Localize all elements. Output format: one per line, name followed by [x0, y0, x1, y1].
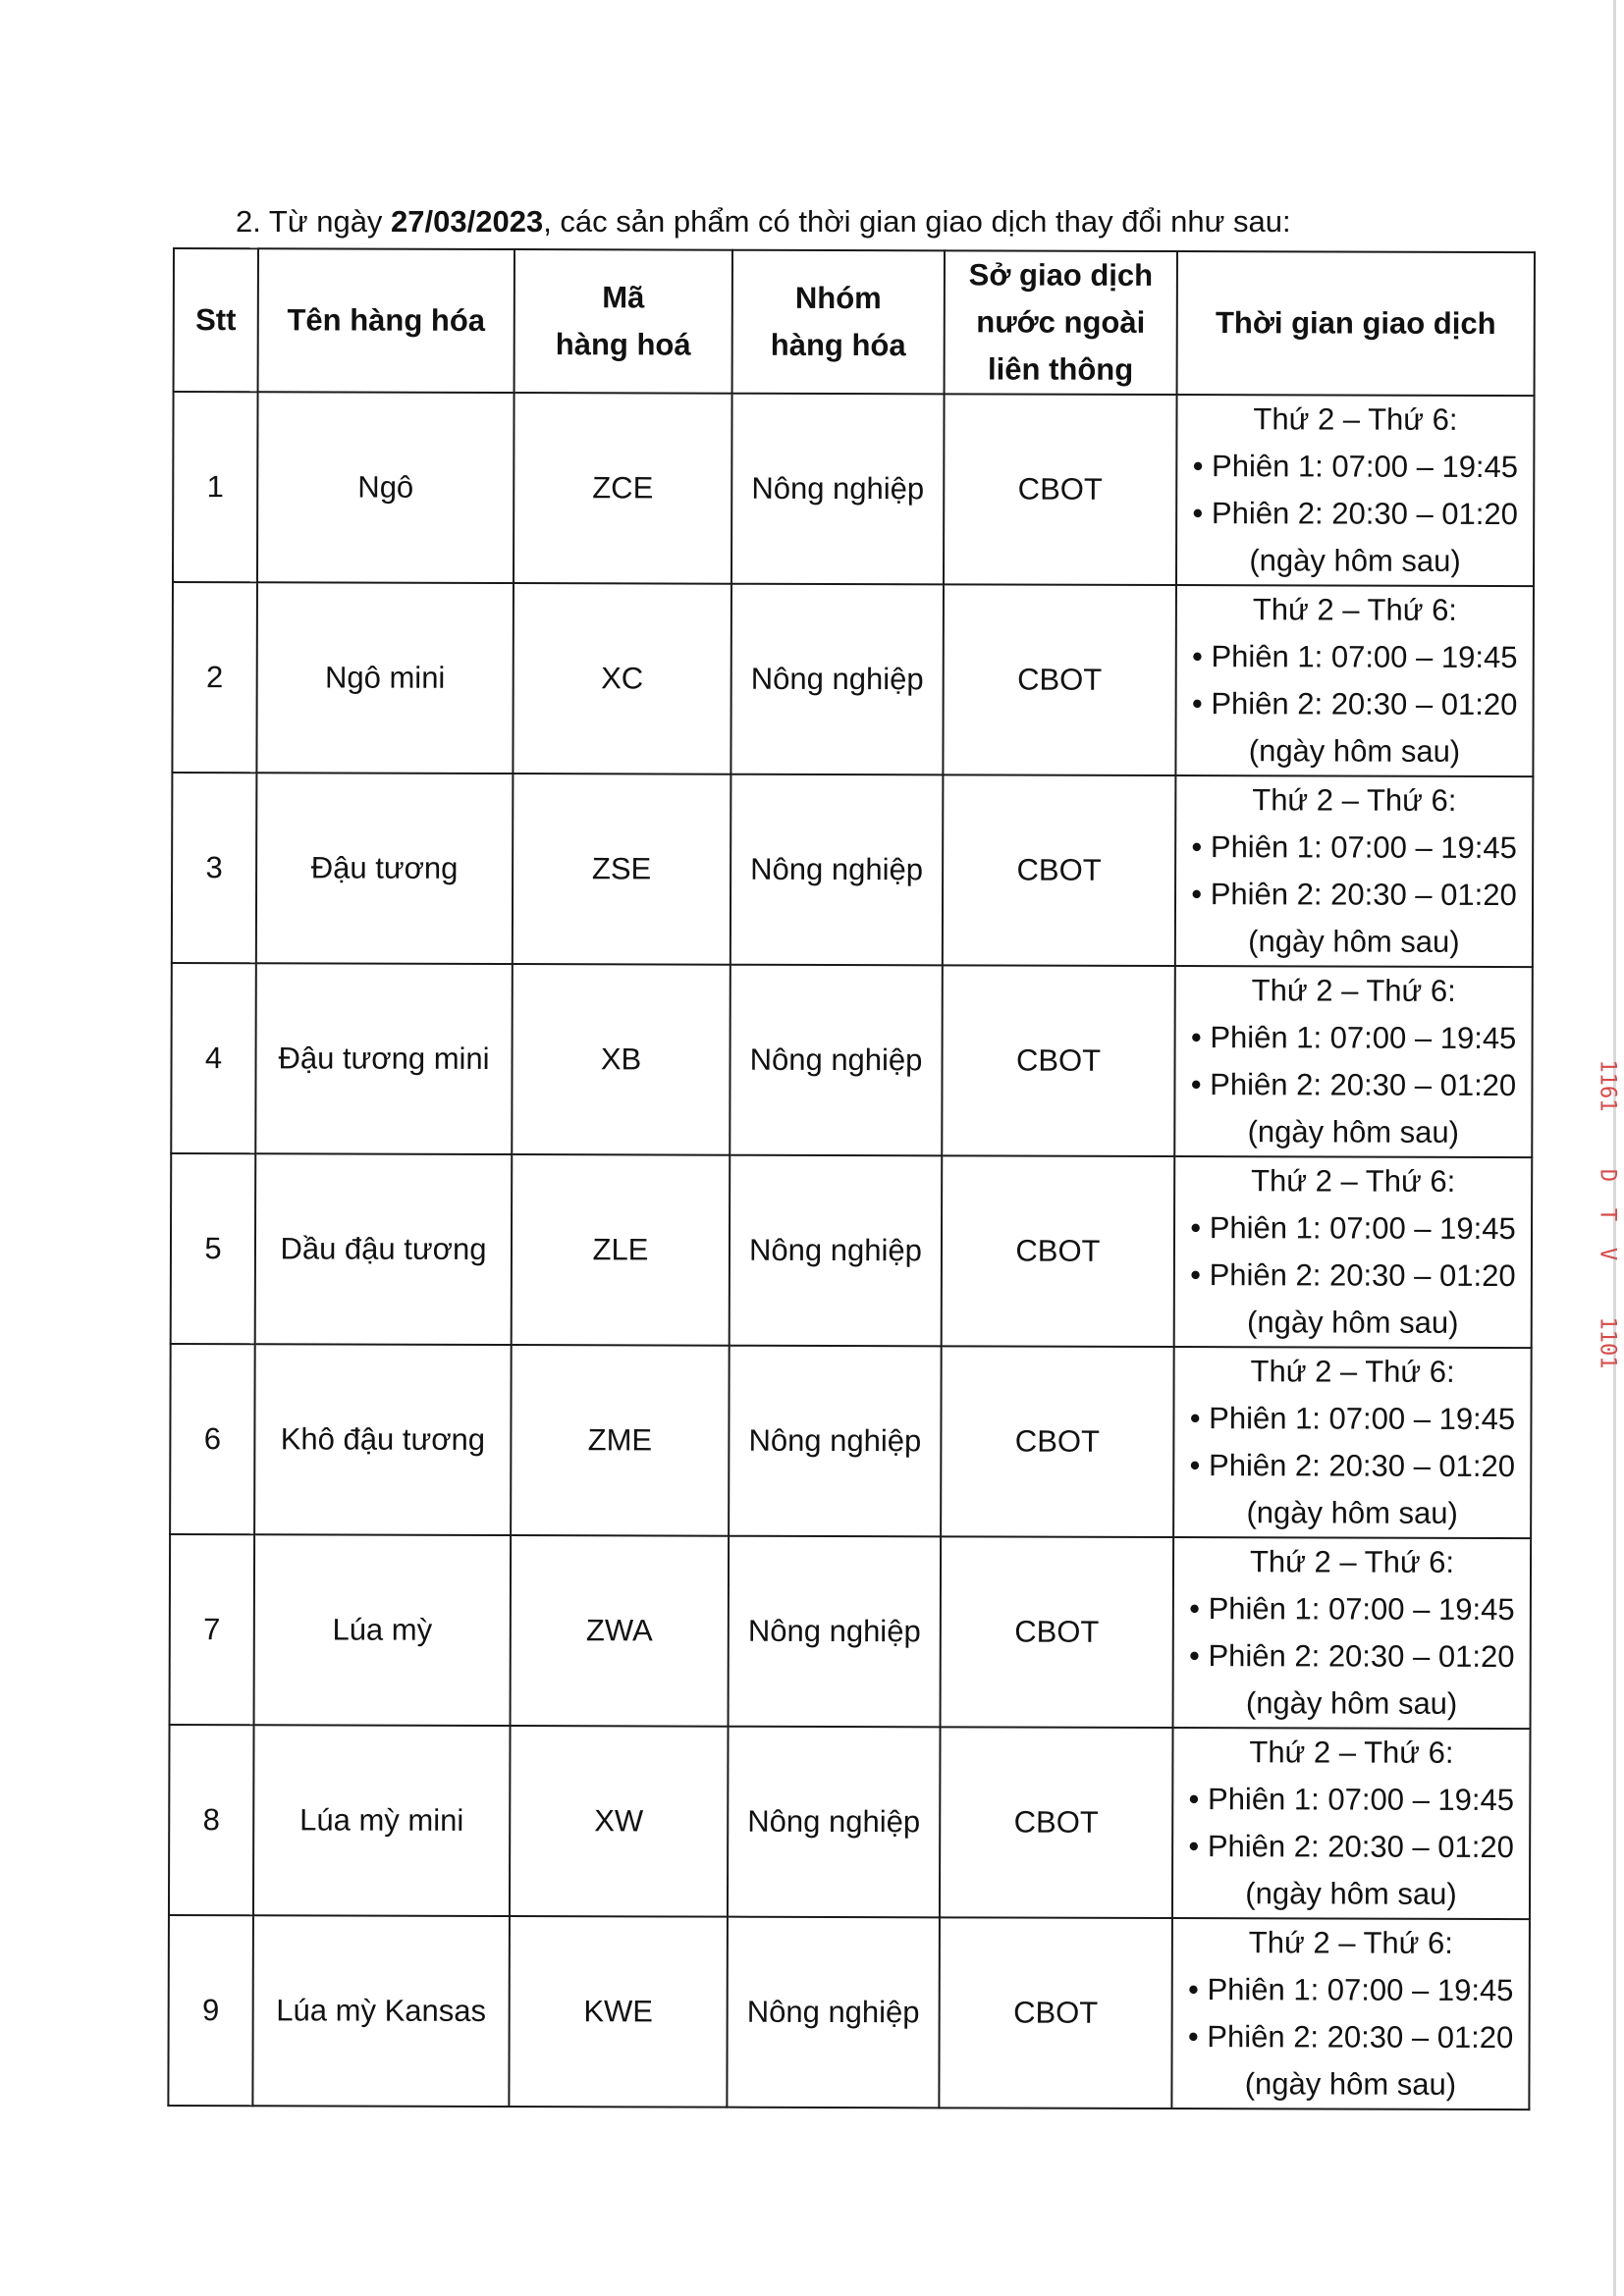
table-header-row [174, 248, 1535, 396]
cell-schedule [1174, 1156, 1533, 1348]
intro-prefix: 2. Từ ngày [236, 204, 392, 239]
header-exchange-line: Sở giao dịch [968, 257, 1154, 293]
cell-code: ZME [511, 1345, 730, 1536]
schedule-line: • Phiên 2: 20:30 – 01:20 [1190, 1067, 1517, 1103]
cell-stt: 3 [172, 773, 257, 963]
schedule-line: (ngày hôm sau) [1245, 1876, 1457, 1911]
cell-code: ZSE [513, 774, 731, 965]
cell-group: Nông nghiệp [730, 965, 943, 1156]
cell-stt: 2 [172, 582, 257, 773]
table-row [171, 1153, 1533, 1348]
cell-name: Lúa mỳ [254, 1534, 512, 1726]
cell-code: ZCE [514, 393, 732, 584]
cell-schedule [1172, 1728, 1531, 1919]
header-name-label: Tên hàng hóa [287, 302, 486, 338]
schedule-line: (ngày hôm sau) [1248, 924, 1460, 959]
trading-hours-table [167, 247, 1536, 2110]
cell-name: Ngô [257, 392, 514, 583]
stamp-text: 1161 [1595, 1059, 1620, 1112]
table-body [168, 392, 1534, 2109]
schedule-line: Thứ 2 – Thứ 6: [1252, 592, 1458, 627]
cell-schedule [1174, 966, 1533, 1157]
schedule-line: • Phiên 1: 07:00 – 19:45 [1188, 1782, 1515, 1818]
cell-exchange: CBOT [943, 584, 1176, 775]
stamp-text: T [1595, 1207, 1620, 1222]
schedule-line: • Phiên 2: 20:30 – 01:20 [1188, 1829, 1514, 1865]
schedule-line: • Phiên 1: 07:00 – 19:45 [1192, 449, 1519, 485]
header-exchange-line: liên thông [988, 351, 1134, 387]
cell-name: Khô đậu tương [254, 1344, 512, 1535]
cell-schedule [1173, 1537, 1532, 1729]
cell-name: Đậu tương mini [255, 963, 513, 1154]
cell-group: Nông nghiệp [727, 1917, 940, 2109]
header-group [732, 250, 945, 395]
schedule-line: • Phiên 1: 07:00 – 19:45 [1187, 1972, 1514, 2008]
cell-name: Lúa mỳ mini [253, 1725, 511, 1916]
margin-stamp [1593, 1060, 1622, 1414]
header-time-label: Thời gian giao dịch [1215, 305, 1496, 341]
schedule-line: • Phiên 1: 07:00 – 19:45 [1189, 1591, 1515, 1628]
header-code [514, 249, 732, 394]
table-row [170, 1344, 1532, 1538]
cell-group: Nông nghiệp [731, 394, 945, 585]
cell-code: XC [513, 583, 731, 774]
schedule-line: Thứ 2 – Thứ 6: [1252, 782, 1457, 818]
cell-schedule [1173, 1347, 1532, 1538]
cell-name: Ngô mini [256, 582, 514, 774]
schedule-line: Thứ 2 – Thứ 6: [1251, 973, 1456, 1008]
cell-stt: 6 [170, 1344, 255, 1534]
header-time [1177, 251, 1535, 396]
cell-name: Lúa mỳ Kansas [252, 1915, 510, 2107]
cell-group: Nông nghiệp [729, 1346, 942, 1537]
header-code-line: Mã [602, 280, 645, 315]
header-exchange [945, 250, 1177, 395]
header-group-line: hàng hóa [770, 327, 906, 363]
table-row [173, 392, 1535, 586]
cell-stt: 4 [171, 963, 256, 1153]
schedule-line: • Phiên 2: 20:30 – 01:20 [1188, 1638, 1515, 1675]
header-stt-label: Stt [195, 302, 237, 338]
cell-exchange: CBOT [940, 1727, 1173, 1918]
cell-stt: 7 [170, 1534, 255, 1725]
cell-group: Nông nghiệp [731, 774, 944, 966]
schedule-line: • Phiên 2: 20:30 – 01:20 [1190, 1257, 1516, 1294]
header-exchange-line: nước ngoài [976, 304, 1146, 340]
schedule-line: • Phiên 2: 20:30 – 01:20 [1189, 1448, 1516, 1484]
schedule-line: • Phiên 2: 20:30 – 01:20 [1192, 496, 1518, 532]
cell-name: Đậu tương [256, 773, 514, 964]
cell-code: KWE [509, 1916, 728, 2108]
cell-stt: 1 [173, 392, 258, 582]
schedule-line: • Phiên 1: 07:00 – 19:45 [1190, 1210, 1516, 1247]
schedule-line: (ngày hôm sau) [1249, 543, 1461, 578]
header-name [258, 248, 514, 393]
cell-code: XB [512, 964, 731, 1155]
cell-exchange: CBOT [939, 1917, 1172, 2109]
cell-schedule [1175, 775, 1534, 967]
cell-code: XW [510, 1726, 729, 1917]
intro-date: 27/03/2023 [391, 204, 544, 239]
cell-group: Nông nghiệp [729, 1536, 942, 1728]
schedule-line: (ngày hôm sau) [1245, 1685, 1458, 1721]
header-stt [174, 248, 258, 392]
header-group-line: Nhóm [794, 280, 882, 316]
schedule-line: Thứ 2 – Thứ 6: [1249, 1544, 1455, 1579]
schedule-line: (ngày hôm sau) [1246, 1495, 1458, 1530]
intro-paragraph [236, 202, 1291, 241]
cell-group: Nông nghiệp [730, 1155, 943, 1347]
stamp-text: D [1595, 1168, 1620, 1183]
schedule-line: • Phiên 1: 07:00 – 19:45 [1191, 829, 1517, 866]
schedule-line: (ngày hôm sau) [1247, 1305, 1459, 1340]
table-row [172, 582, 1534, 776]
schedule-line: Thứ 2 – Thứ 6: [1251, 1163, 1456, 1199]
header-code-line: hàng hoá [555, 327, 691, 362]
cell-group: Nông nghiệp [731, 584, 944, 775]
schedule-line: (ngày hôm sau) [1248, 733, 1461, 769]
schedule-line: Thứ 2 – Thứ 6: [1249, 1735, 1454, 1770]
schedule-line: Thứ 2 – Thứ 6: [1250, 1354, 1455, 1389]
schedule-line: Thứ 2 – Thứ 6: [1253, 401, 1458, 437]
table-row [172, 773, 1534, 967]
cell-exchange: CBOT [941, 1536, 1174, 1728]
cell-schedule [1171, 1918, 1530, 2109]
schedule-line: • Phiên 1: 07:00 – 19:45 [1189, 1401, 1516, 1437]
cell-exchange: CBOT [942, 1155, 1175, 1347]
cell-code: ZLE [512, 1154, 731, 1346]
table-row [170, 1534, 1532, 1729]
cell-stt: 5 [171, 1153, 256, 1344]
cell-group: Nông nghiệp [728, 1727, 941, 1918]
table-row [171, 963, 1533, 1157]
stamp-text: V [1595, 1247, 1620, 1261]
schedule-line: • Phiên 1: 07:00 – 19:45 [1190, 1020, 1517, 1056]
cell-name: Dầu đậu tương [255, 1153, 513, 1345]
table-row [168, 1915, 1530, 2109]
cell-exchange: CBOT [944, 394, 1177, 585]
schedule-line: Thứ 2 – Thứ 6: [1248, 1925, 1453, 1960]
cell-exchange: CBOT [942, 965, 1175, 1156]
table-row [169, 1725, 1531, 1919]
schedule-line: (ngày hôm sau) [1244, 2066, 1457, 2102]
schedule-line: (ngày hôm sau) [1247, 1114, 1460, 1149]
cell-schedule [1176, 395, 1535, 586]
schedule-line: • Phiên 2: 20:30 – 01:20 [1187, 2019, 1514, 2056]
cell-exchange: CBOT [941, 1346, 1174, 1537]
intro-suffix: , các sản phẩm có thời gian giao dịch thay đổi như sau: [543, 204, 1291, 239]
schedule-line: • Phiên 2: 20:30 – 01:20 [1191, 877, 1517, 913]
cell-stt: 9 [168, 1915, 253, 2106]
cell-stt: 8 [169, 1725, 254, 1915]
cell-schedule [1175, 585, 1534, 776]
cell-code: ZWA [511, 1535, 730, 1727]
cell-exchange: CBOT [943, 774, 1176, 966]
stamp-text: 1101 [1595, 1316, 1620, 1369]
schedule-line: • Phiên 2: 20:30 – 01:20 [1191, 686, 1518, 722]
schedule-line: • Phiên 1: 07:00 – 19:45 [1191, 639, 1518, 675]
